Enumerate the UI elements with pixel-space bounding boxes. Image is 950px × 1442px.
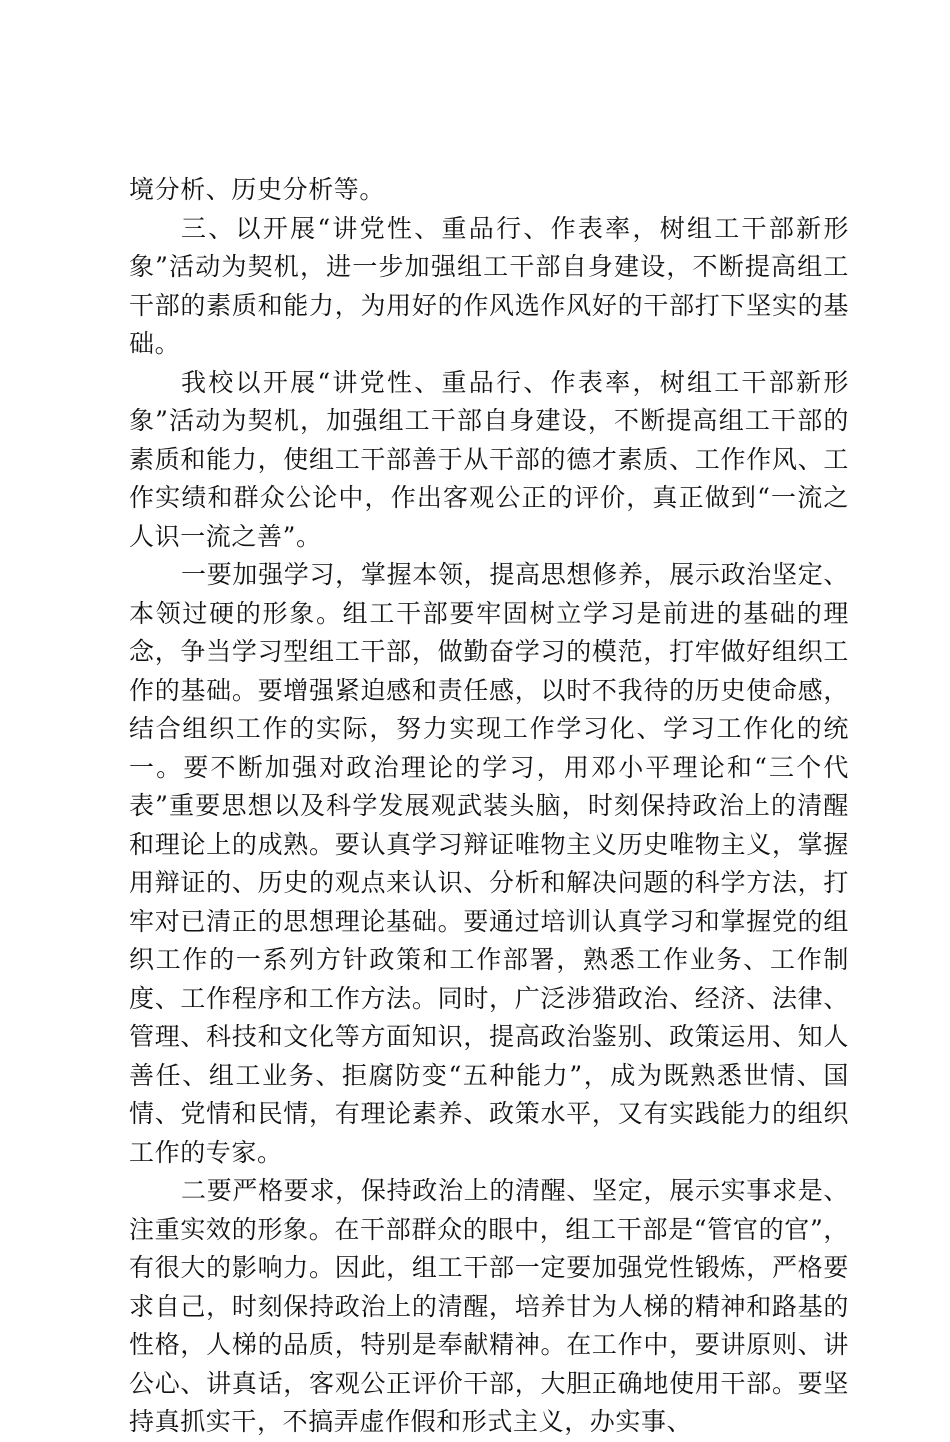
- document-body: [129, 171, 849, 1442]
- paragraph-continuation: 境分析、历史分析等。: [129, 175, 386, 204]
- paragraph-section-three-heading: 三、以开展“讲党性、重品行、作表率，树组工干部新形象”活动为契机，进一步加强组工干部自身建设，不断提高组工干部的素质和能力，为用好的作风选作风好的干部打下坚实的基础。: [129, 213, 849, 358]
- paragraph-strengthen-learning: 一要加强学习，掌握本领，提高思想修养，展示政治坚定、本领过硬的形象。组工干部要牢固树立学习是前进的基础的理念，争当学习型组工干部，做勤奋学习的模范，打牢做好组织工作的基础。要增强紧迫感和责任感，以时不我待的历史使命感，结合组织工作的实际，努力实现工作学习化、学习工作化的统一。要不断加强对政治理论的学习，用邓小平理论和“三个代表”重要思想以及科学发展观武装头脑，时刻保持政治上的清醒和理论上的成熟。要认真学习辩证唯物主义历史唯物主义，掌握用辩证的、历史的观点来认识、分析和解决问题的科学方法，打牢对已清正的思想理论基础。要通过培训认真学习和掌握党的组织工作的一系列方针政策和工作部署，熟悉工作业务、工作制度、工作程序和工作方法。同时，广泛涉猎政治、经济、法律、管理、科技和文化等方面知识，提高政治鉴别、政策运用、知人善任、组工业务、拒腐防变“五种能力”，成为既熟悉世情、国情、党情和民情，有理论素养、政策水平，又有实践能力的组织工作的专家。: [129, 560, 849, 1167]
- paragraph-strict-requirements: 二要严格要求，保持政治上的清醒、坚定，展示实事求是、注重实效的形象。在干部群众的眼中，组工干部是“管官的官”，有很大的影响力。因此，组工干部一定要加强党性锻炼，严格要求自己，时刻保持政治上的清醒，培养甘为人梯的精神和路基的性格，人梯的品质，特别是奉献精神。在工作中，要讲原则、讲公心、讲真话，客观公正评价干部，大胆正确地使用干部。要坚持真抓实干，不搞弄虚作假和形式主义，办实事、: [129, 1176, 849, 1436]
- paragraph-school-activity: 我校以开展“讲党性、重品行、作表率，树组工干部新形象”活动为契机，加强组工干部自身建设，不断提高组工干部的素质和能力，使组工干部善于从干部的德才素质、工作作风、工作实绩和群众公论中，作出客观公正的评价，真正做到“一流之人识一流之善”。: [129, 367, 849, 551]
